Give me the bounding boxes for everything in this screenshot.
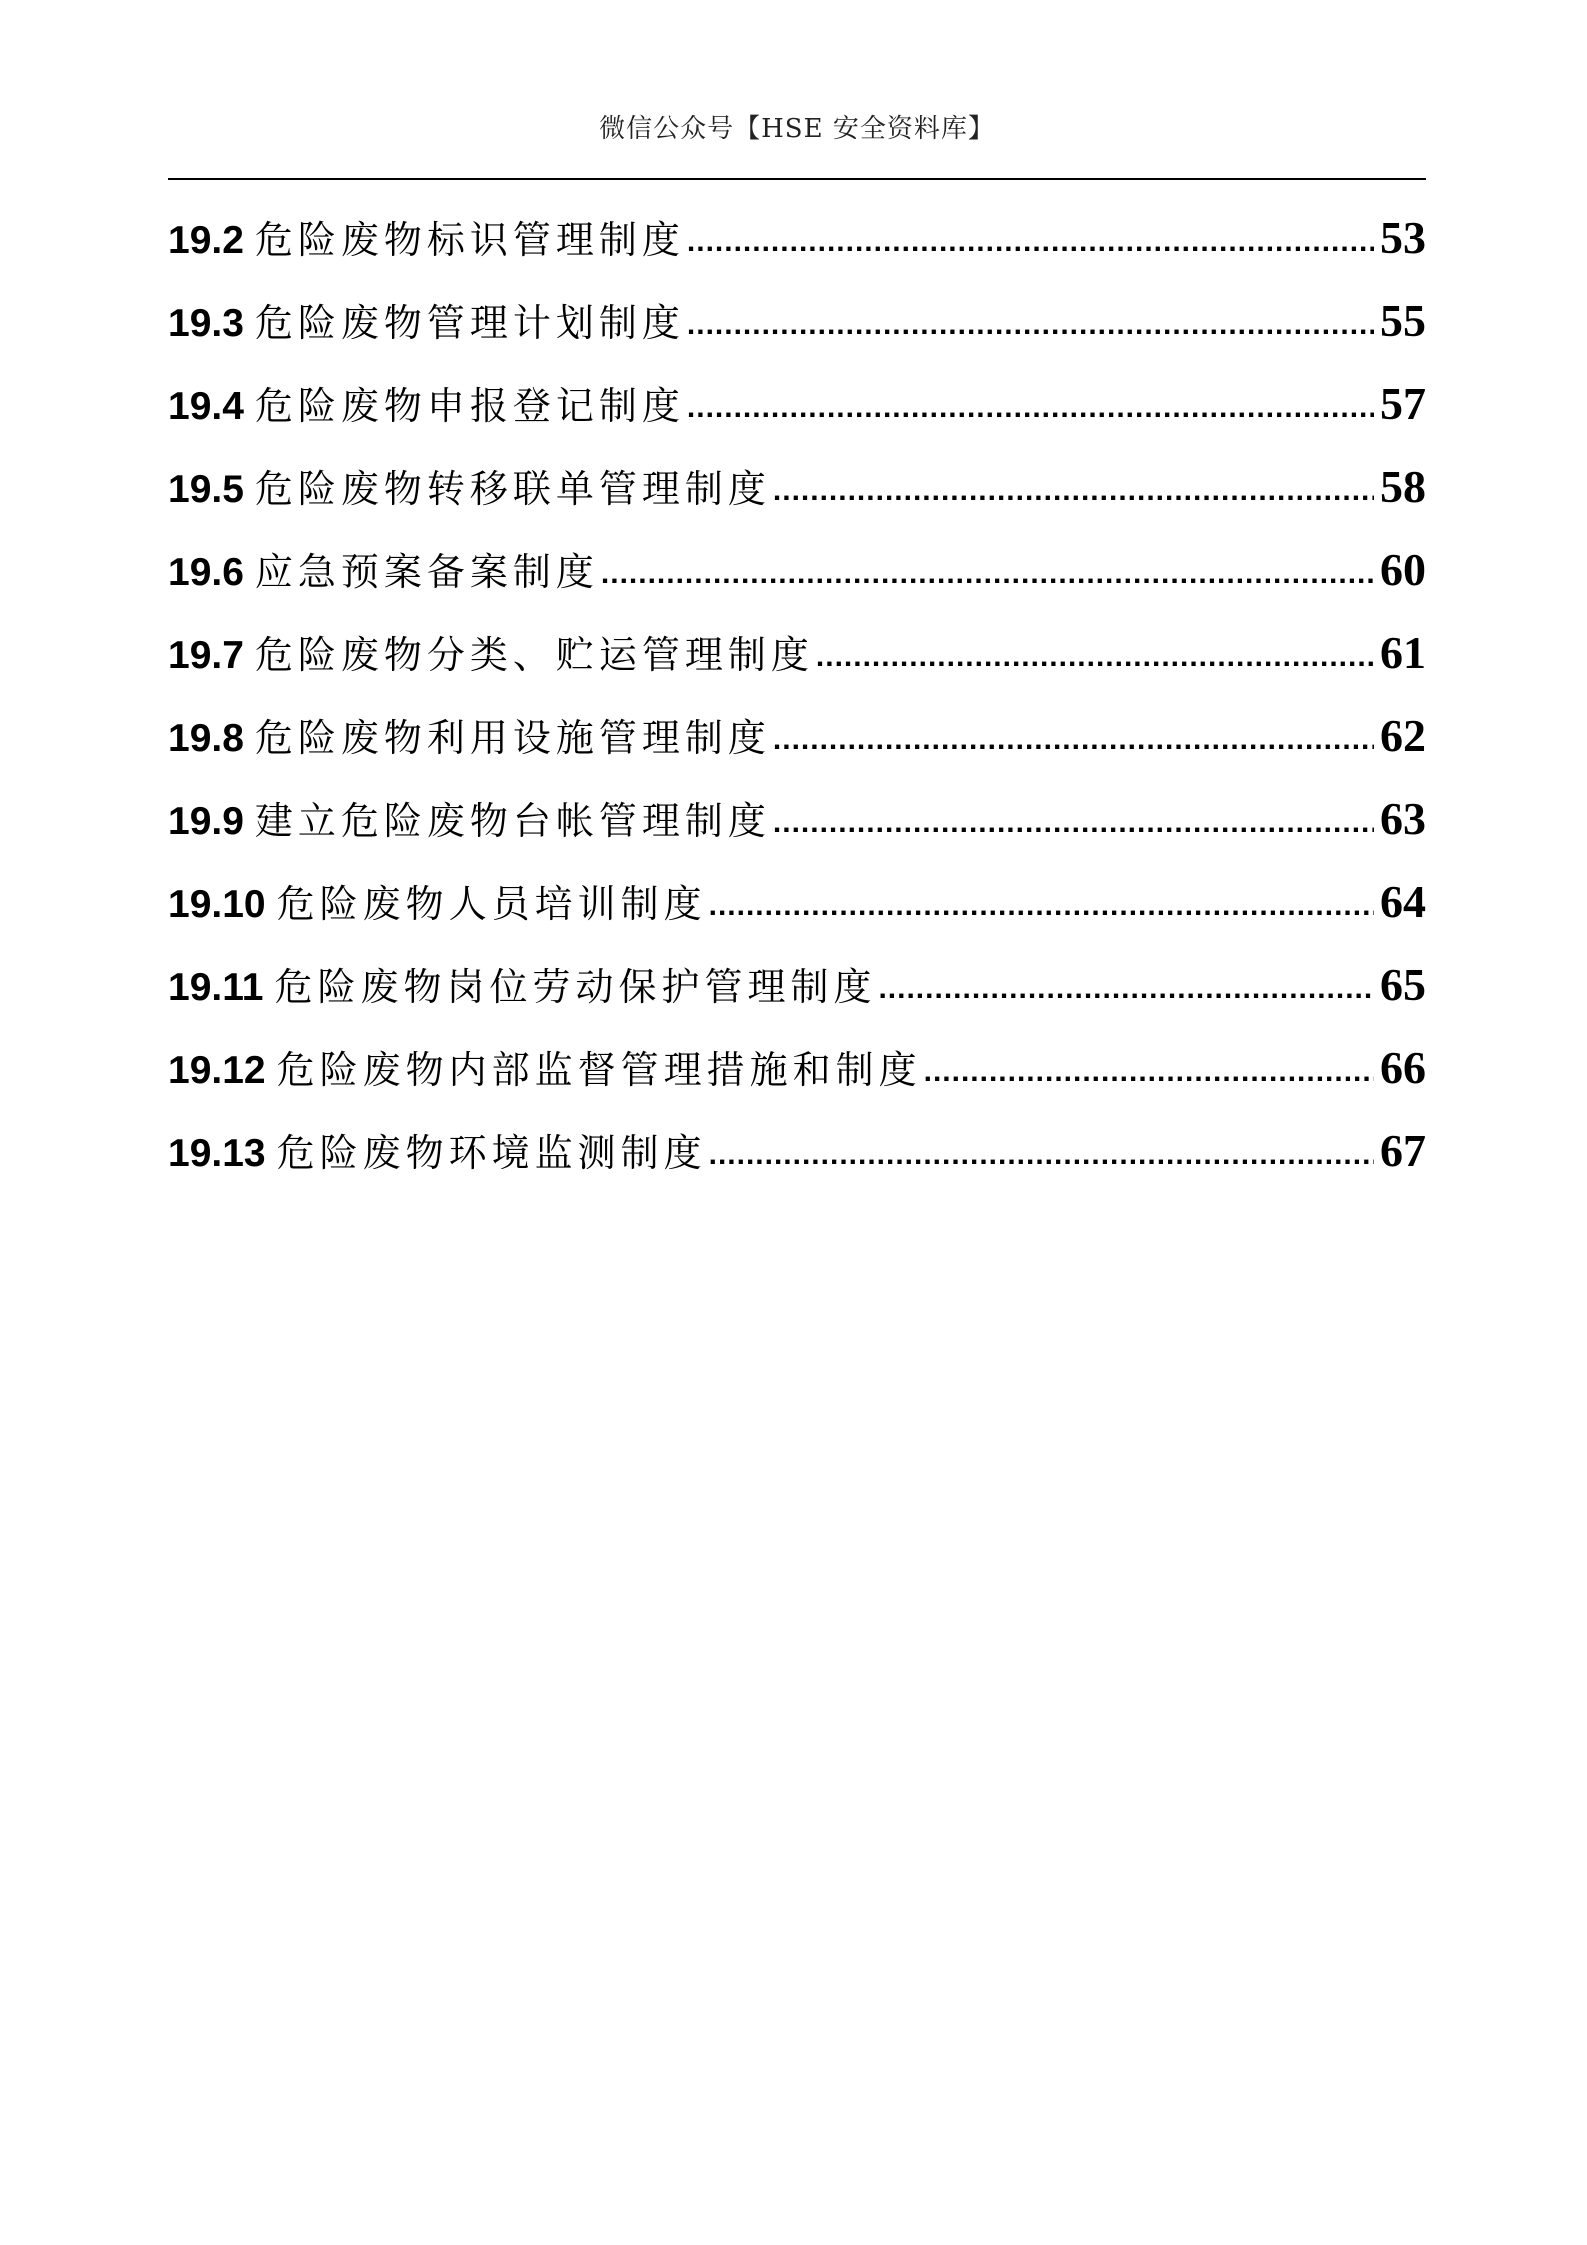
toc-entry-19-7[interactable] [168,611,1426,694]
toc-entry-page: 63 [1380,793,1426,844]
toc-entry-number: 19.4 [168,385,244,428]
toc-entry-19-5[interactable] [168,445,1426,528]
toc-entry-19-11[interactable] [168,943,1426,1026]
toc-entry-title: 危险废物管理计划制度 [254,301,685,345]
toc-entry-page: 65 [1380,959,1426,1010]
toc-entry-number: 19.5 [168,468,244,511]
toc-entry-title: 应急预案备案制度 [254,550,599,594]
toc-entry-title: 危险废物转移联单管理制度 [254,467,771,511]
toc-entry-title: 危险废物内部监督管理措施和制度 [276,1048,922,1092]
toc-entry-number: 19.10 [168,883,266,926]
toc-dot-leader [687,366,1374,449]
toc-entry-page: 61 [1380,627,1426,678]
toc-dot-leader [601,532,1374,615]
toc-entry-19-8[interactable] [168,694,1426,777]
toc-entry-number: 19.2 [168,219,244,262]
toc-entry-title: 危险废物标识管理制度 [254,218,685,262]
toc-entry-number: 19.6 [168,551,244,594]
toc-entry-19-9[interactable] [168,777,1426,860]
toc-entry-number: 19.3 [168,302,244,345]
toc-entry-page: 62 [1380,710,1426,761]
toc-dot-leader [709,1113,1374,1196]
toc-entry-19-2[interactable] [168,196,1426,279]
page-header: 微信公众号【HSE 安全资料库】 [599,114,995,144]
toc-entry-number: 19.9 [168,800,244,843]
toc-dot-leader [773,781,1374,864]
toc-dot-leader [709,864,1374,947]
toc-entry-title: 危险废物分类、贮运管理制度 [254,633,814,677]
toc-dot-leader [687,200,1374,283]
toc-entry-19-12[interactable] [168,1026,1426,1109]
toc-entry-title: 危险废物申报登记制度 [254,384,685,428]
toc-entry-page: 67 [1380,1125,1426,1176]
toc-entry-number: 19.13 [168,1132,266,1175]
header-divider [168,178,1426,180]
toc-entry-page: 58 [1380,461,1426,512]
toc-entry-page: 57 [1380,378,1426,429]
toc-entry-19-10[interactable] [168,860,1426,943]
toc-dot-leader [773,449,1374,532]
toc-dot-leader [816,615,1374,698]
toc-entry-page: 64 [1380,876,1426,927]
toc-entry-page: 66 [1380,1042,1426,1093]
table-of-contents [168,196,1426,1192]
toc-entry-title: 建立危险废物台帐管理制度 [254,799,771,843]
toc-entry-19-3[interactable] [168,279,1426,362]
toc-dot-leader [687,283,1374,366]
toc-entry-number: 19.7 [168,634,244,677]
toc-entry-19-13[interactable] [168,1109,1426,1192]
toc-dot-leader [878,947,1374,1030]
toc-entry-19-6[interactable] [168,528,1426,611]
toc-entry-page: 55 [1380,295,1426,346]
toc-entry-title: 危险废物人员培训制度 [276,882,707,926]
toc-entry-page: 60 [1380,544,1426,595]
toc-entry-title: 危险废物利用设施管理制度 [254,716,771,760]
toc-entry-page: 53 [1380,212,1426,263]
toc-entry-number: 19.12 [168,1049,266,1092]
toc-entry-title: 危险废物岗位劳动保护管理制度 [274,965,877,1009]
toc-entry-number: 19.8 [168,717,244,760]
toc-entry-number: 19.11 [168,966,264,1009]
toc-dot-leader [773,698,1374,781]
toc-entry-19-4[interactable] [168,362,1426,445]
toc-entry-title: 危险废物环境监测制度 [276,1131,707,1175]
toc-dot-leader [924,1030,1374,1113]
